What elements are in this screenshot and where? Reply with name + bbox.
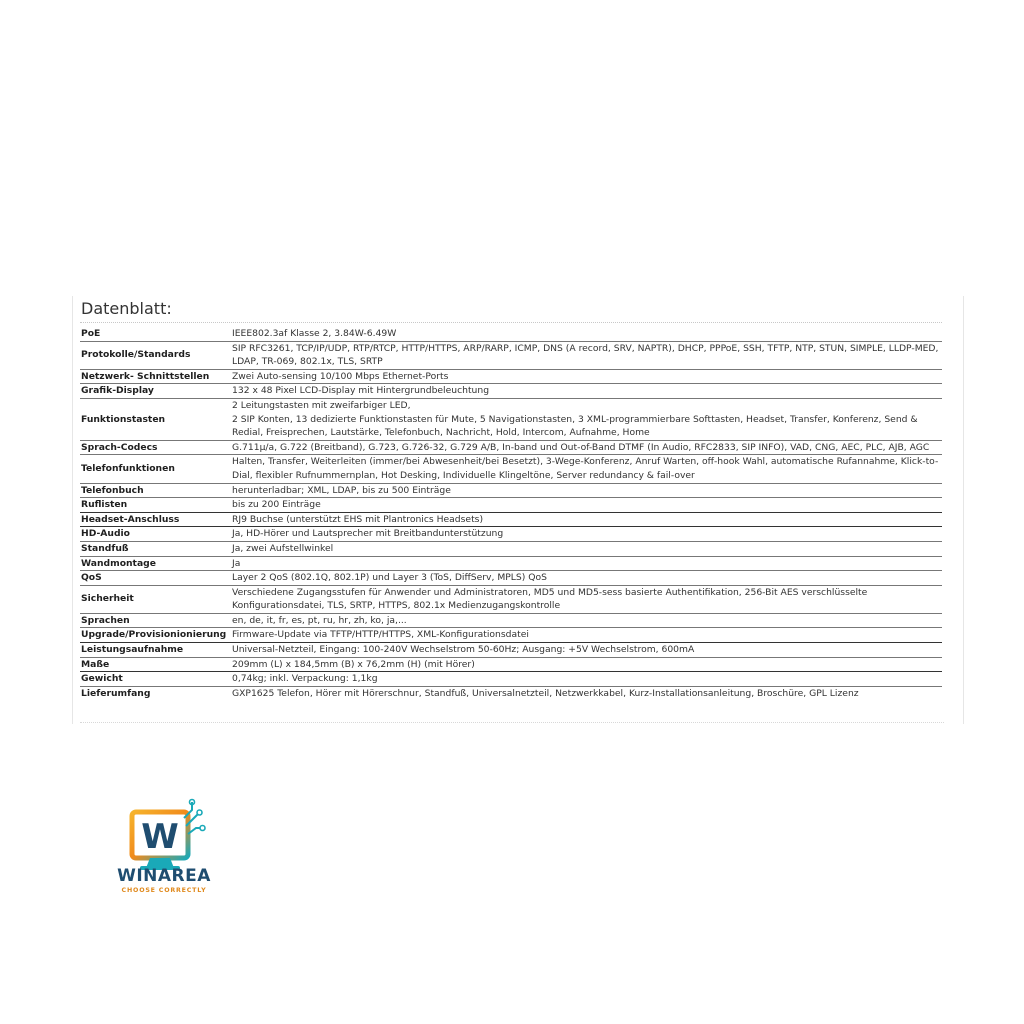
spec-value: 0,74kg; inkl. Verpackung: 1,1kg: [231, 672, 942, 687]
spec-key: Lieferumfang: [81, 687, 151, 699]
spec-key: QoS: [80, 571, 231, 586]
spec-key: Standfuß: [80, 541, 231, 556]
table-row: [80, 527, 942, 542]
spec-value: 2 Leitungstasten mit zweifarbiger LED, 2 SIP Konten, 13 dedizierte Funktionstasten für Mute, 5 Navigationstasten, 3 XML-programmierbare Softtasten, Headset, Transfer, Konferenz, Send & Redial, Freisprechen, Lautstärke, Telefonbuch, Nachricht, Hold, Intercom, Aufnahme, Home: [231, 398, 942, 440]
spec-value: Halten, Transfer, Weiterleiten (immer/bei Abwesenheit/bei Besetzt), 3-Wege-Konferenz, Anruf Warten, off-hook Wahl, automatische Rufannahme, Klick-to-Dial, flexibler Rufnummernplan, Hot Desking, Individuelle Klingeltöne, Server redundancy & fail-over: [231, 455, 942, 483]
table-row: [80, 541, 942, 556]
table-row: [80, 643, 942, 658]
spec-key: Wandmontage: [80, 556, 231, 571]
spec-value: Zwei Auto-sensing 10/100 Mbps Ethernet-Ports: [231, 369, 942, 384]
spec-key: Sprachen: [80, 613, 231, 628]
spec-key: Upgrade/Provisionionierung: [80, 628, 231, 643]
spec-key: Sprach-Codecs: [80, 440, 231, 455]
spec-value: GXP1625 Telefon, Hörer mit Hörerschnur, Standfuß, Universalnetzteil, Netzwerkkabel, Kurz-Installationsanleitung, Broschüre, GPL Lizenz: [232, 687, 859, 699]
table-row: [80, 628, 942, 643]
spec-key: Funktionstasten: [80, 398, 231, 440]
logo-letter: W: [141, 817, 179, 857]
spec-value: Ja, zwei Aufstellwinkel: [231, 541, 942, 556]
table-row: [80, 483, 942, 498]
table-row: [80, 455, 942, 483]
spec-value: IEEE802.3af Klasse 2, 3.84W-6.49W: [231, 327, 942, 341]
spec-key: PoE: [80, 327, 231, 341]
table-row: [80, 571, 942, 586]
spec-key: Headset-Anschluss: [80, 512, 231, 527]
spec-table-body: [80, 327, 942, 700]
table-row: [80, 398, 942, 440]
logo-tagline: CHOOSE CORRECTLY: [121, 887, 207, 894]
spec-value: bis zu 200 Einträge: [231, 498, 942, 513]
spec-key: Telefonbuch: [80, 483, 231, 498]
table-row: [80, 657, 942, 672]
table-row: [80, 498, 942, 513]
spec-table: [80, 327, 942, 700]
table-row: [80, 341, 942, 369]
table-row: [80, 686, 942, 700]
spec-value: herunterladbar; XML, LDAP, bis zu 500 Einträge: [231, 483, 942, 498]
table-row: [80, 585, 942, 613]
page-title: Datenblatt:: [81, 299, 172, 318]
spec-value: RJ9 Buchse (unterstützt EHS mit Plantronics Headsets): [231, 512, 942, 527]
spec-key: Netzwerk- Schnittstellen: [80, 369, 231, 384]
logo-name: WINAREA: [117, 866, 211, 886]
spec-key: Grafik-Display: [80, 384, 231, 399]
spec-value: Firmware-Update via TFTP/HTTP/HTTPS, XML-Konfigurationsdatei: [231, 628, 942, 643]
table-row: [80, 327, 942, 341]
spec-value: en, de, it, fr, es, pt, ru, hr, zh, ko, ja,...: [231, 613, 942, 628]
table-row: [80, 512, 942, 527]
spec-value: 209mm (L) x 184,5mm (B) x 76,2mm (H) (mit Hörer): [231, 657, 942, 672]
spec-key: Telefonfunktionen: [80, 455, 231, 483]
title-divider: [80, 322, 942, 323]
table-row: [80, 556, 942, 571]
spec-value: 132 x 48 Pixel LCD-Display mit Hintergrundbeleuchtung: [231, 384, 942, 399]
spec-key: Sicherheit: [80, 585, 231, 613]
table-row: [80, 672, 942, 687]
table-row: [80, 369, 942, 384]
spec-value: Layer 2 QoS (802.1Q, 802.1P) und Layer 3 (ToS, DiffServ, MPLS) QoS: [231, 571, 942, 586]
spec-value: Universal-Netzteil, Eingang: 100-240V Wechselstrom 50-60Hz; Ausgang: +5V Wechselstrom, 600mA: [231, 643, 942, 658]
spec-key: Protokolle/Standards: [80, 341, 231, 369]
spec-key: Gewicht: [80, 672, 231, 687]
spec-key: Leistungsaufnahme: [80, 643, 231, 658]
spec-key: HD-Audio: [80, 527, 231, 542]
table-row: [80, 384, 942, 399]
panel-bottom-divider: [80, 722, 944, 723]
table-row: [80, 440, 942, 455]
table-row: [80, 613, 942, 628]
spec-value: G.711µ/a, G.722 (Breitband), G.723, G.726-32, G.729 A/B, In-band und Out-of-Band DTMF (In Audio, RFC2833, SIP INFO), VAD, CNG, AEC, PLC, AJB, AGC: [231, 440, 942, 455]
spec-value: SIP RFC3261, TCP/IP/UDP, RTP/RTCP, HTTP/HTTPS, ARP/RARP, ICMP, DNS (A record, SRV, NAPTR), DHCP, PPPoE, SSH, TFTP, NTP, STUN, SIMPLE, LLDP-MED, LDAP, TR-069, 802.1x, TLS, SRTP: [231, 341, 942, 369]
spec-value: Verschiedene Zugangsstufen für Anwender und Administratoren, MD5 und MD5-sess basierte Authentifikation, 256-Bit AES verschlüsselte Konfigurationsdatei, TLS, SRTP, HTTPS, 802.1x Medienzugangskontrolle: [231, 585, 942, 613]
spec-key: Ruflisten: [80, 498, 231, 513]
spec-value: Ja, HD-Hörer und Lautsprecher mit Breitbandunterstützung: [231, 527, 942, 542]
spec-value: Ja: [231, 556, 942, 571]
spec-key: Maße: [80, 657, 231, 672]
